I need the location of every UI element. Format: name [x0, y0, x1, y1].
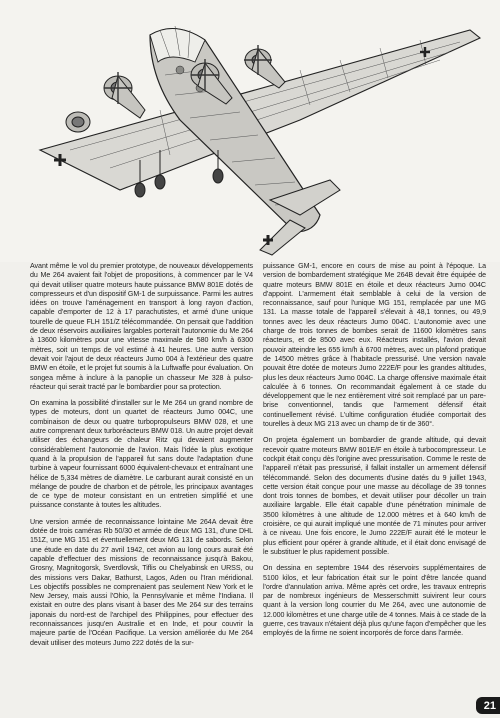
paragraph: On dessina en septembre 1944 des réservoirs supplémentaires de 5100 kilos, et leur fabrication était sur le point d'être lancée quand l'ordre d'annulation arriva. Même après cet ordre, les travaux entrepris par de nombreux ingénieurs de Messerschmitt suivirent leur cours quant à la version long courrier du Me 264, avec une autonomie de 12.000 kilomètres et une charge utile de 4 tonnes. Mais à ce stade de la guerre, ces travaux n'étaient déjà plus qu'une façon d'empêcher que les employés de la firme ne soient incorporés de force dans l'armée.: [263, 564, 486, 638]
aircraft-cutaway-illustration: [0, 0, 500, 262]
text-column-right: [263, 262, 486, 698]
text-column-left: [30, 262, 253, 698]
paragraph: On projeta également un bombardier de grande altitude, qui devait recevoir quatre moteurs BMW 801E/F en étoile à turbocompresseur. Le cockpit était conçu dès l'origine avec pressurisation. Comme le reste de l'appareil n'était pas pressurisé, il fallait installer un armement défensif télécommandé. Selon des documents d'usine datés du 9 juillet 1943, cette version était conçue pour une masse au décollage de 39 tonnes dont trois tonnes de bombes, et devait utiliser pour décoller un train auxiliaire largable. Elle était capable d'une pénétration minimale de 3500 kilomètres à une altitude de 12.000 mètres et à 640 km/h de croisière, ce qui aurait impliqué une montée de 71 minutes pour arriver à ce niveau. Une fois encore, le Jumo 222E/F aurait été le moteur le plus efficient pour opérer à grande altitude, et il était donc envisagé de le substituer le plus rapidement possible.: [263, 436, 486, 556]
page-number: 21: [476, 697, 500, 714]
paragraph: puissance GM-1, encore en cours de mise au point à l'époque. La version de bombardement stratégique Me 264B devait être équipée de quatre moteurs BMW 801E en étoile et deux réacteurs Jumo 004C d'appoint. L'armement était semblable à celui de la version de reconnaissance, sauf pour l'unique MG 151, remplacée par une MG 131. La masse totale de l'appareil s'élevait à 48,1 tonnes, ou 49,9 tonnes avec les deux réacteurs Jumo 004C. L'autonomie avec une charge de trois tonnes de bombes serait de 11600 kilomètres sans réacteurs, et de 8500 avec eux. Réacteurs installés, l'avion devait pouvoir atteindre les 655 km/h à 6700 mètres, avec un plafond pratique de 14500 mètres grâce à l'habitacle pressurisé. Une version navale pouvait être dotée de moteurs Jumo 222E/F pour les grandes altitudes, plus les deux réacteurs Jumo 004C. La charge offensive maximale était calculée à 6 tonnes. On recommandait également à ce stade du développement que le nez entièrement vitré soit remplacé par un pare-brise conventionnel, tandis que l'armement défensif était continuellement révisé. L'ultime configuration étudiée comportait des tourelles à deux MG 213 avec un champ de tir de 360°.: [263, 262, 486, 429]
paragraph: Une version armée de reconnaissance lointaine Me 264A devait être dotée de trois caméras Rb 50/30 et armée de deux MG 131, d'une DHL 151Z, une MG 151 et éventuellement deux MG 131 de sabords. Selon une étude en date du 27 avril 1942, cet avion au long cours aurait été capable d'effectuer des missions de reconnaissance jusqu'à Bakou, Grosny, Magnitogorsk, Sverdlovsk, Tiflis ou Chelyabinsk en URSS, ou des missions vers Dakar, Bathurst, Lagos, Aden ou l'Iran méridional. Les objectifs possibles ne comprenaient pas seulement New York et le New Jersey, mais aussi l'Ohio, la Pennsylvanie et même l'Indiana. Il existait en outre des plans visant à baser des Me 264 sur des terrains japonais du nord-est de l'archipel des Philippines, pour effectuer des reconnaissances jusqu'en Australie et en Inde, et pour couvrir la majeure partie de l'Océan Pacifique. La version améliorée du Me 264 devait utiliser des moteurs Jumo 222 dotés de la sur-: [30, 517, 253, 647]
article-text-columns: [30, 262, 486, 698]
paragraph: On examina la possibilité d'installer sur le Me 264 un grand nombre de types de moteurs, dont un quartet de réacteurs Jumo 004C, une combinaison de deux ou quatre turbopropulseurs BMW 028, et une autre comprenant deux turboréacteurs BMW 018. Un autre projet devait utiliser des échangeurs de chaleur Ritz qui devaient augmenter considérablement l'autonomie de l'avion. Mais l'idée la plus exotique quand à la propulsion de l'appareil fut sans doute l'adaptation d'une turbine à vapeur fournissant 6000 équivalent-chevaux et entraînant une hélice de 5,334 mètres de diamètre. Le carburant aurait consisté en un mélange de poudre de charbon et de pétrole, les principaux avantages de ce type de moteur consistant en un entretien simplifié et une puissance constante à toutes les altitudes.: [30, 399, 253, 510]
paragraph: Avant même le vol du premier prototype, de nouveaux développements du Me 264 avaient fait l'objet de propositions, à commencer par le V4 qui devait utiliser quatre moteurs haute puissance BMW 801E dotés de compresseurs et d'un dispositif GM-1 de surpuissance. Parmi les autres idées on trouve l'aménagement en transport à long rayon d'action, capable d'emporter de 12 à 17 parachutistes, et armé d'une unique tourelle de queue FLH 151/Z télécommandée. On pensait que l'addition de deux réservoirs auxiliaires largables porterait l'autonomie du Me 264 à 13600 kilomètres pour une vitesse maximale de 580 km/h à 6300 mètres, soit un temps de vol estimé à 41 heures. Une autre version devait voir l'ajout de deux réacteurs Jumo 004 à l'extérieur des quatre BMW en étoile, et le projet fut soumis à la Luftwaffe pour évaluation. On songea même à inclure à la panoplie un chasseur Me 328 à pulso-réacteur qui serait tracté par le bombardier pour sa protection.: [30, 262, 253, 391]
